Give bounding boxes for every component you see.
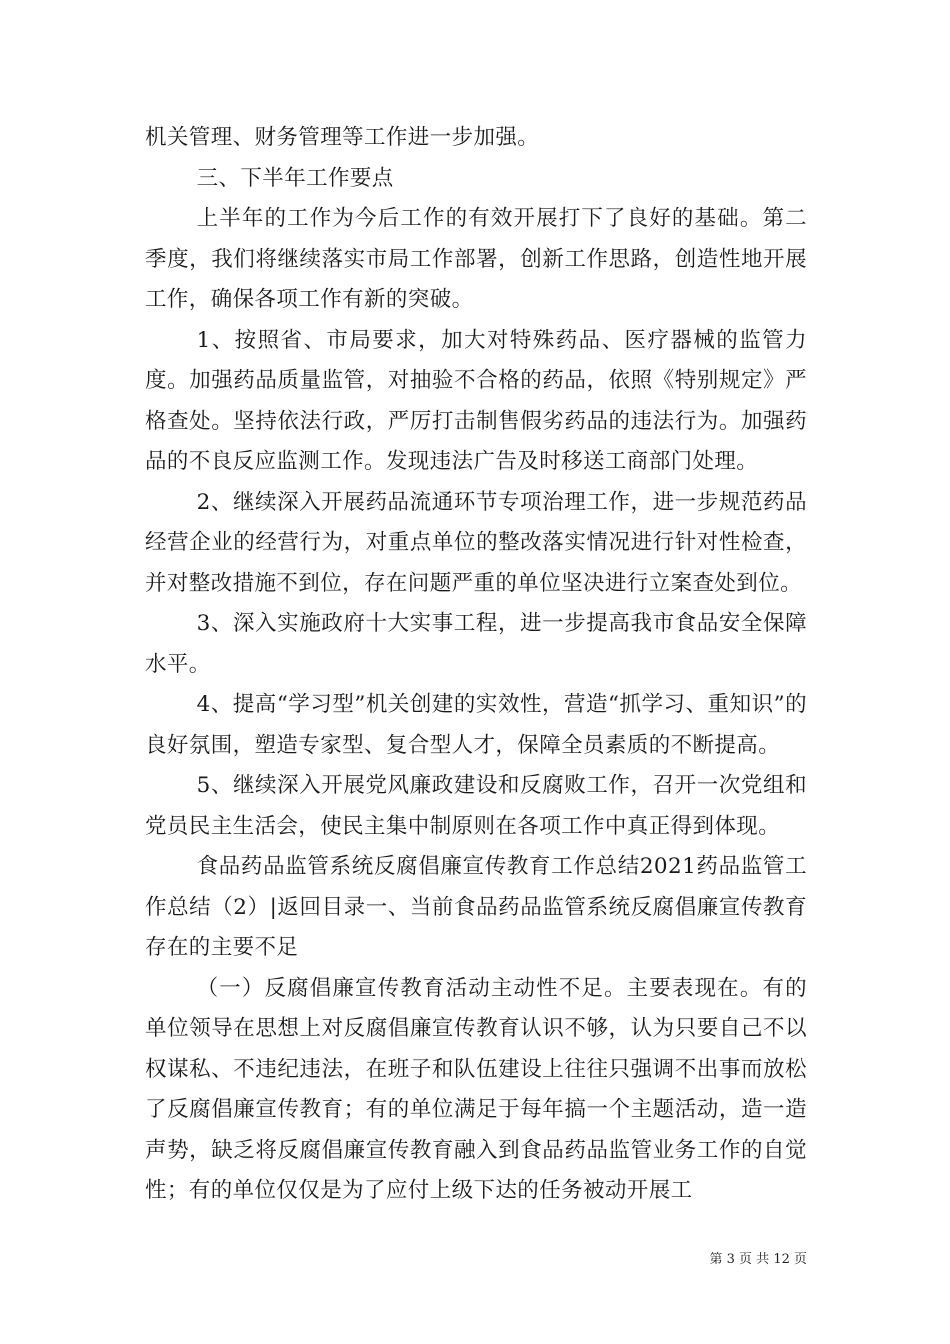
paragraph-subsection-1: （一）反腐倡廉宣传教育活动主动性不足。主要表现在。有的单位领导在思想上对反腐倡廉宣传教育认识不够，认为只要自己不以权谋私、不违纪违法，在班子和队伍建设上往往只强调不出事而放松了反腐倡廉宣传教育；有的单位满足于每年搞一个主题活动，造一造声势，缺乏将反腐倡廉宣传教育融入到食品药品监管业务工作的自觉性；有的单位仅仅是为了应付上级下达的任务被动开展工 [145,975,807,1203]
paragraph-item-3: 3、深入实施政府十大实事工程，进一步提高我市食品安全保障水平。 [145,611,807,677]
paragraph-item-1: 1、按照省、市局要求，加大对特殊药品、医疗器械的监管力度。加强药品质量监管，对抽验不合格的药品，依照《特别规定》严格查处。坚持依法行政，严厉打击制售假劣药品的违法行为。加强药品的不良反应监测工作。发现违法广告及时移送工商部门处理。 [145,327,807,474]
section-heading: 三、下半年工作要点 [196,165,394,191]
paragraph-intro: 上半年的工作为今后工作的有效开展打下了良好的基础。第二季度，我们将继续落实市局工作部署，创新工作思路，创造性地开展工作，确保各项工作有新的突破。 [145,206,807,312]
paragraph-item-5: 5、继续深入开展党风廉政建设和反腐败工作，召开一次党组和党员民主生活会，使民主集中制原则在各项工作中真正得到体现。 [145,773,807,839]
paragraph-item-4: 4、提高“学习型”机关创建的实效性，营造“抓学习、重知识”的良好氛围，塑造专家型、复合型人才，保障全员素质的不断提高。 [145,692,807,758]
document-body [145,118,807,1212]
paragraph-continuation: 机关管理、财务管理等工作进一步加强。 [145,125,540,150]
page-footer: 第 3 页 共 12 页 [709,1252,807,1267]
paragraph-item-2: 2、继续深入开展药品流通环节专项治理工作，进一步规范药品经营企业的经营行为，对重点单位的整改落实情况进行针对性检查，并对整改措施不到位，存在问题严重的单位坚决进行立案查处到位。 [145,489,807,596]
paragraph-new-section-title: 食品药品监管系统反腐倡廉宣传教育工作总结2021药品监管工作总结（2）|返回目录一、当前食品药品监管系统反腐倡廉宣传教育存在的主要不足 [145,854,807,960]
